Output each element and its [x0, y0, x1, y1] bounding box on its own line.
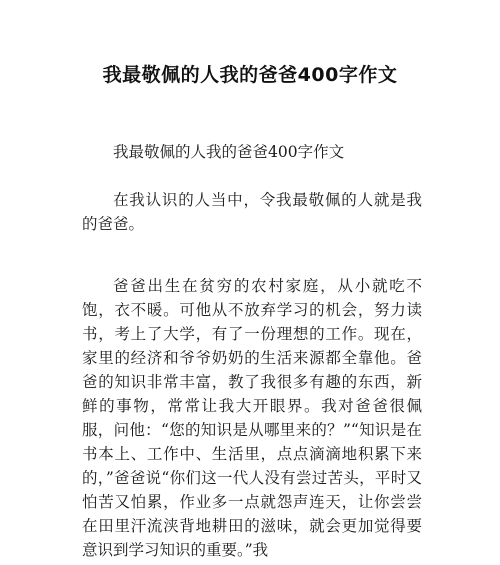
paragraph-heading: 我最敬佩的人我的爸爸400字作文 — [113, 143, 345, 161]
page-title: 我最敬佩的人我的爸爸400字作文 — [102, 64, 398, 86]
paragraph-intro: 在我认识的人当中，令我最敬佩的人就是我的爸爸。 — [82, 191, 422, 233]
paragraph-body: 爸爸出生在贫穷的农村家庭，从小就吃不饱，衣不暖。可他从不放弃学习的机会，努力读书，考上了大学，有了一份理想的工作。现在，家里的经济和爷爷奶奶的生活来源都全靠他。爸爸的知识非常丰富，教了我很多有趣的东西，新鲜的事物，常常让我大开眼界。我对爸爸很佩服，问他：“您的知识是从哪里来的？”“知识是在书本上、工作中、生活里，点点滴滴地积累下来的，”爸爸说“你们这一代人没有尝过苦头，平时又怕苦又怕累，作业多一点就怨声连天，让你尝尝在田里汗流浃背地耕田的滋味，就会更加觉得要意识到学习知识的重要。”我 — [82, 277, 422, 559]
document-body — [82, 140, 422, 562]
